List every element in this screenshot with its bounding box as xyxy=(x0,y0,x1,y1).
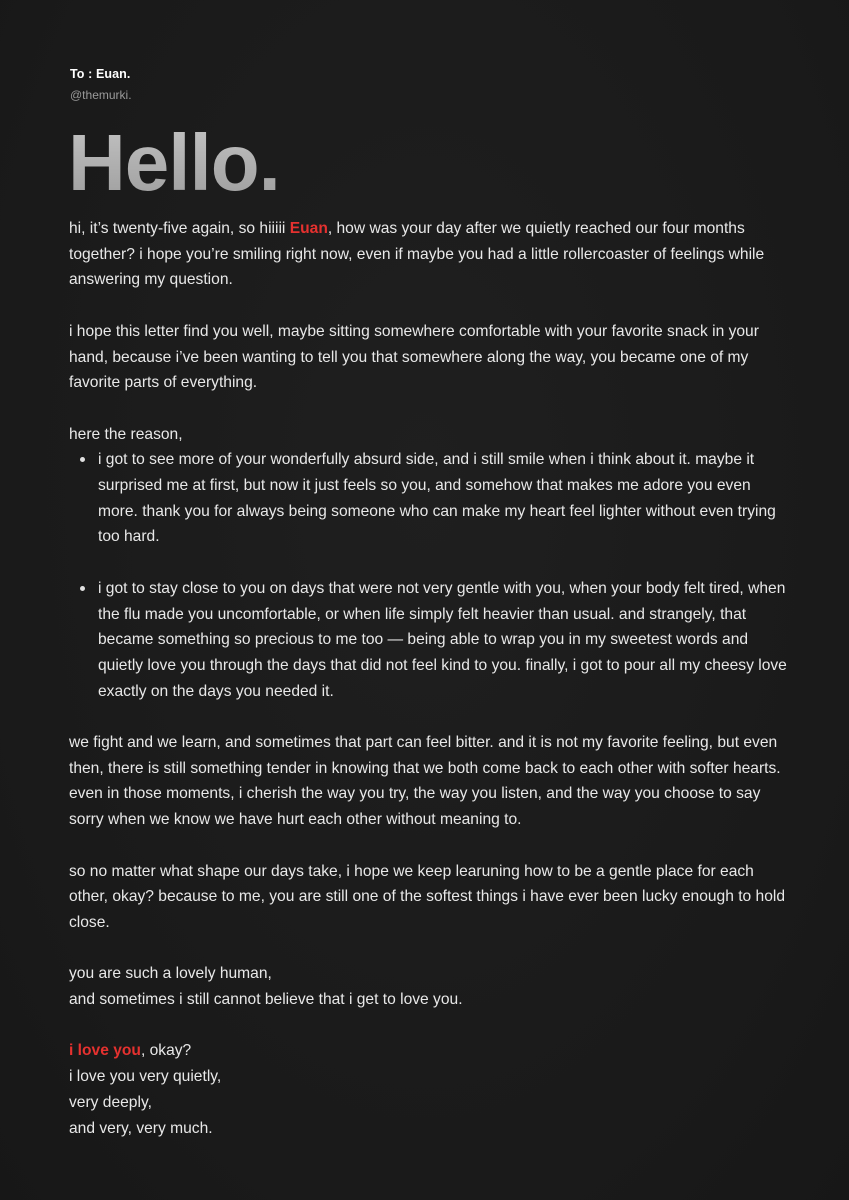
reasons-intro: here the reason, xyxy=(69,425,183,443)
closing-line-4: and very, very much. xyxy=(69,1119,213,1137)
paragraph-wish: i hope this letter find you well, maybe sitting somewhere comfortable with your favorite snack in your hand, because i’ve been wanting to tell you that somewhere along the way, you became one of my favorite parts of everything. xyxy=(69,322,759,392)
stanza-line-2: and sometimes i still cannot believe that i get to love you. xyxy=(69,991,463,1008)
closing-stanza xyxy=(69,1038,789,1141)
closing-line-1 xyxy=(69,1038,789,1064)
letter-body xyxy=(69,216,789,1167)
stanza-lovely-human xyxy=(69,961,789,1012)
reason-item-2 xyxy=(69,576,789,705)
closing-okay: , okay? xyxy=(140,1042,192,1060)
reasons-list xyxy=(69,447,789,704)
reason-item-1 xyxy=(69,447,789,550)
stanza-line-1: you are such a lovely human, xyxy=(69,965,272,983)
letter-title: Hello. xyxy=(68,118,280,207)
greeting-text-after: , how was your day after we quietly reached our four months together? i hope you’re smiling right now, even if maybe you had a little rollercoaster of feelings while answering my question. xyxy=(69,220,765,289)
i-love-you-highlight: i love you xyxy=(69,1042,141,1060)
author-handle: @themurki. xyxy=(70,88,132,102)
closing-line-3: very deeply, xyxy=(69,1093,152,1111)
paragraph-greeting xyxy=(69,216,789,293)
bullet-icon xyxy=(80,586,85,591)
recipient-name-highlight: Euan xyxy=(289,220,328,237)
bullet-icon xyxy=(80,457,85,462)
closing-line-2: i love you very quietly, xyxy=(69,1068,222,1086)
paragraph-fights: we fight and we learn, and sometimes that part can feel bitter. and it is not my favorite feeling, but even then, there is still something tender in knowing that we both come back to each other with softer hearts. even in those moments, i cherish the way you try, the way you listen, and the way you choose to say sorry when we know we have hurt each other without meaning to. xyxy=(69,734,781,829)
reason-text-1: i got to see more of your wonderfully absurd side, and i still smile when i think about it. maybe it surprised me at first, but now it just feels so you, and somehow that makes me adore you even more. thank you for always being someone who can make my heart feel lighter without even trying too hard. xyxy=(98,451,776,546)
greeting-text-before: hi, it’s twenty-five again, so hiiiii xyxy=(69,220,290,237)
recipient-line: To : Euan. xyxy=(70,67,131,81)
reason-text-2: i got to stay close to you on days that were not very gentle with you, when your body felt tired, when the flu made you uncomfortable, or when life simply felt heavier than usual. and strangely, that became something so precious to me too — being able to wrap you in my sweetest words and quietly love you through the days that did not feel kind to you. finally, i got to pour all my cheesy love exactly on the days you needed it. xyxy=(98,579,787,700)
paragraph-gentle-place: so no matter what shape our days take, i hope we keep learuning how to be a gentle place for each other, okay? because to me, you are still one of the softest things i have ever been lucky enough to hold close. xyxy=(69,862,786,931)
